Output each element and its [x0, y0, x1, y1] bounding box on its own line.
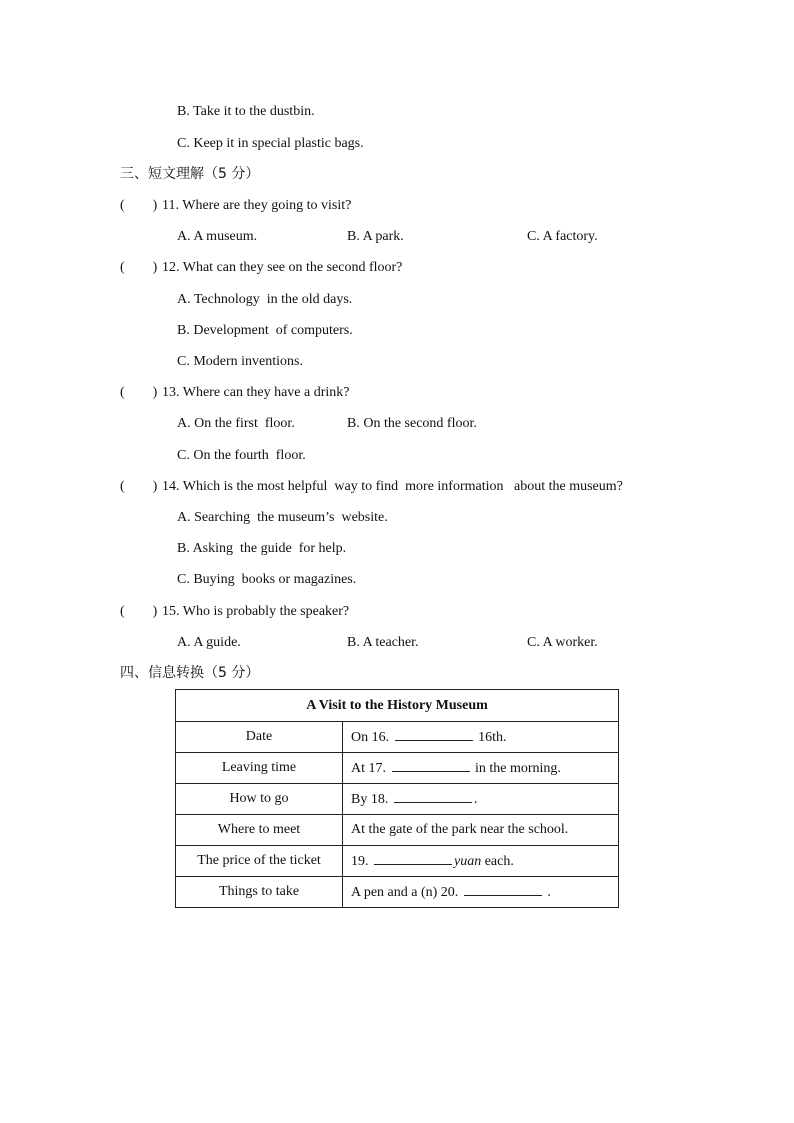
table-header-row	[176, 690, 619, 722]
row-value	[343, 846, 619, 877]
value-text-after: .	[473, 792, 478, 807]
q10-option-c: C. Keep it in special plastic bags.	[177, 136, 364, 151]
section-3-title: 三、短文理解（5 分）	[120, 166, 260, 182]
value-italic: yuan	[454, 854, 482, 869]
q13-stem: 13. Where can they have a drink?	[162, 385, 350, 400]
table-row	[176, 753, 619, 784]
q15-option-b: B. A teacher.	[347, 635, 419, 650]
value-text-after: .	[543, 885, 551, 900]
q14-option-a: A. Searching the museum’s website.	[177, 510, 388, 525]
answer-blank-16[interactable]	[395, 728, 473, 741]
q13-bracket: ( )	[120, 385, 158, 400]
answer-blank-20[interactable]	[464, 883, 542, 896]
q13-option-b: B. On the second floor.	[347, 416, 477, 431]
q14-option-c: C. Buying books or magazines.	[177, 572, 357, 587]
value-text-after: in the morning.	[471, 761, 561, 776]
value-text: A pen and a (n) 20.	[351, 885, 459, 900]
row-value	[343, 753, 619, 784]
q14-stem: 14. Which is the most helpful way to find more information about the museum?	[162, 479, 623, 494]
q11-option-a: A. A museum.	[177, 229, 258, 244]
q12-bracket: ( )	[120, 260, 158, 275]
q11-option-c: C. A factory.	[527, 229, 598, 244]
answer-blank-17[interactable]	[392, 759, 470, 772]
row-label: Date	[176, 722, 343, 753]
q15-bracket: ( )	[120, 604, 158, 619]
row-label: The price of the ticket	[176, 846, 343, 877]
q14-bracket: ( )	[120, 479, 158, 494]
answer-blank-19[interactable]	[374, 852, 452, 865]
table-row	[176, 722, 619, 753]
q15-option-c: C. A worker.	[527, 635, 598, 650]
row-value	[343, 722, 619, 753]
q11-bracket: ( )	[120, 198, 158, 213]
q11-stem: 11. Where are they going to visit?	[162, 198, 352, 213]
value-text: 19.	[351, 854, 369, 869]
q10-option-b: B. Take it to the dustbin.	[177, 104, 315, 119]
value-text: By 18.	[351, 792, 389, 807]
value-text: On 16.	[351, 730, 390, 745]
q12-option-a: A. Technology in the old days.	[177, 292, 353, 307]
row-label: Leaving time	[176, 753, 343, 784]
value-text-after: 16th.	[474, 730, 507, 745]
info-table	[175, 689, 619, 908]
q15-option-a: A. A guide.	[177, 635, 241, 650]
answer-blank-18[interactable]	[394, 790, 472, 803]
q15-stem: 15. Who is probably the speaker?	[162, 604, 350, 619]
row-value	[343, 877, 619, 908]
q14-option-b: B. Asking the guide for help.	[177, 541, 347, 556]
q11-option-b: B. A park.	[347, 229, 404, 244]
value-text-after: each.	[481, 854, 514, 869]
table-row	[176, 815, 619, 846]
value-text: At 17.	[351, 761, 386, 776]
row-label: Things to take	[176, 877, 343, 908]
q13-option-c: C. On the fourth floor.	[177, 448, 306, 463]
section-4-title: 四、信息转换（5 分）	[120, 665, 260, 681]
q12-option-c: C. Modern inventions.	[177, 354, 303, 369]
table-row	[176, 846, 619, 877]
q12-stem: 12. What can they see on the second floor?	[162, 260, 403, 275]
table-row	[176, 877, 619, 908]
q12-option-b: B. Development of computers.	[177, 323, 353, 338]
table-title: A Visit to the History Museum	[176, 690, 619, 722]
table-row	[176, 784, 619, 815]
value-text: At the gate of the park near the school.	[351, 822, 569, 837]
row-value	[343, 815, 619, 846]
q13-option-a: A. On the first floor.	[177, 416, 295, 431]
row-value	[343, 784, 619, 815]
row-label: How to go	[176, 784, 343, 815]
row-label: Where to meet	[176, 815, 343, 846]
